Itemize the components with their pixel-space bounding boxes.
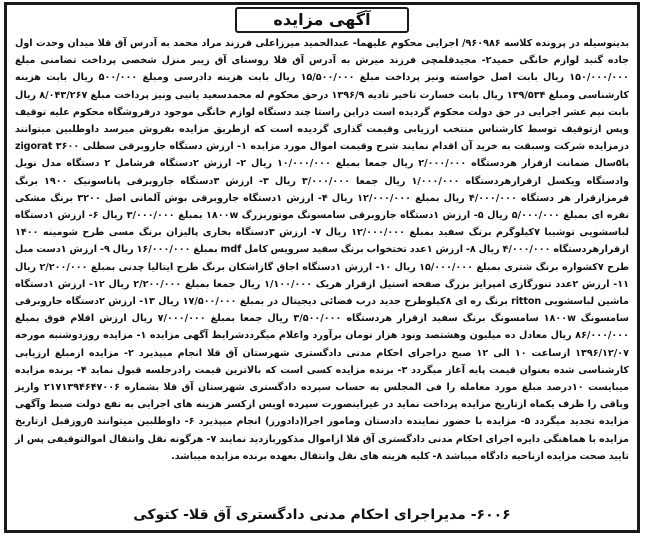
notice-signature: ۶۰۰۶- مدیراجرای احکام مدنی دادگستری آق قلا- کتوکی (133, 507, 511, 523)
title-bar (7, 5, 637, 32)
notice-title: آگهی مزایده (235, 7, 408, 33)
notice-body: بدینوسیله در پرونده کلاسه ۹۶۰۹۸۶/ اجرایی محکوم علیهما- عبدالحمید میرزاعلی فرزند مراد محمد به آدرس آق قلا میدان وحدت اول جاده گنبد لوازم خانگی حمید۲- مجیدقلمچی فرزند میرش به آدرس آق قلا روستای آق زیبر منزل شخصی پرداخت تضامنی مبلغ ۱۵۰/۰۰۰/۰۰۰ ریال بابت اصل خواسته ونیز پرداخت مبلغ ۱۵/۵۰۰/۰۰۰ ریال بابت هزینه دادرسی ومبلغ ۵۰۰/۰۰۰ ریال بابت هزینه کارشناسی ومبلغ ۱۳۹/۵۳۴ ریال بابت خسارت تاخیر تادیه ۱۳۹۶/۹ درحق محکوم له محمدسعید یانیی ونیز پرداخت مبلغ ۸/۰۴۳/۲۶۷ ریال بابت نیم عشر اجرایی در حق دولت محکوم گردیده است دراین راستا چند دستگاه لوازم خانگی موجود درفروشگاه محکوم علیه توقیف وپس ازتوقیف توسط کارشناس منتخب ارزیابی وقیمت گذاری گردیده است که ازطریق مزایده بفروش میرسد داوطلبین میتوانند درمزایده شرکت وسبقت به خرید آن اقدام نمایند شرح وقیمت اموال مورد مزایده ۱- ارزش دستگاه جاروبرقی سطلی zigorat ۳۶۰۰ با۵سال ضمانت ازقرار هردستگاه ۲/۰۰۰/۰۰۰ ریال جمعا بمبلغ ۱۰/۰۰۰/۰۰۰ ریال ۲- ارزش ۲دستگاه فرشامل ۲ دستگاه مدل نویل وادستگاه ویکسل ازقرارهردستگاه ۱/۰۰۰/۰۰۰ ریال جمعا ۳/۰۰۰/۰۰۰ ریال ۳- ارزش ۳دستگاه جاروبرقی پاناسونیک ۱۹۰۰ برنگ قرمزازقرار هر دستگاه ۴/۰۰۰/۰۰۰ ریال بمبلغ ۱۲/۰۰۰/۰۰۰ ریال ۴- ارزش ۱دستگاه جاروبرقی بوش آلمانی اصل ۳۲۰۰ برنگ مشکی نقره ای بمبلغ ۵/۰۰۰/۰۰۰ ریال ۵- ارزش ۱دستگاه جاروبرقی سامسونگ موتوربزرگ ۱۸۰۰w بمبلغ ۳/۰۰۰/۰۰۰ ریال ۶- ارزش ۱دستگاه لباسشویی توشیبا ۷کیلوگرم برنگ سفید بمبلغ ۱۲/۰۰۰/۰۰۰ ریال ۷- ارزش ۳دستگاه بخاری پالیزان برنگ مسی طرح شومینه ۱۴۰۰ ازقرارهردستگاه ۴/۰۰۰/۰۰۰ ریال ۸- ارزش ۱عدد تختخواب برنگ سفید سرویس کامل mdf بمبلغ ۱۶/۰۰۰/۰۰۰ ریال ۹- ارزش ۱دست مبل طرح ۷کشواره برنگ شتری بمبلغ ۱۵/۰۰۰/۰۰۰ ریال ۱۰- ارزش ۱دستگاه اجاق گازاشکان برنگ طرح ایتالیا چدنی بمبلغ ۲/۲۰۰/۰۰۰ ریال ۱۱- ارزش ۲عدد تنورگازی امپرایز بزرگ صفحه استیل ازقرار هریک ۱/۱۰۰/۰۰۰ ریال جمعا بمبلغ ۲/۲۰۰/۰۰۰ ریال ۱۲- ارزش ۱دستگاه ماشین لباسشویی ritton برنگ ره ای ۸کیلوطرح جدید درب فضائی دیجیتال در بمبلغ ۱۷/۵۰۰/۰۰۰ ریال ۱۳- ارزش ۲دستگاه جاروبرقی سامسونگ ۱۸۰۰w سامسونگ برنگ سفید ازقرار هردستگاه ۳/۵۰۰/۰۰۰ ریال جمعا بمبلغ ۷/۰۰۰/۰۰۰ ریال ارزش اقلام فوق بمبلغ ۸۶/۰۰۰/۰۰۰ ریال معادل ده میلیون وهشتصد ونود هزار تومان برآورد واعلام میگرددشرایط آگهی مزایده ۱- مزایده روزدوشنبه مورخه ۱۳۹۶/۱۲/۰۷ ازساعت ۱۰ الی ۱۲ صبح دراجرای احکام مدنی دادگستری شهرستان آق قلا انجام میپذیرد ۲- مزایده ازمبلغ ارزیابی کارشناسی شده بعنوان قیمت پایه آغاز میگردد ۳- برنده مزایده کسی است که بالاترین قیمت رادرجلسه قبول نماید ۴- برنده مزایده میبایست ۱۰درصد مبلغ مورد معامله را فی المجلس به حساب سپرده دادگستری شهرستان آق قلا بشماره ۲۱۷۱۳۹۴۶۴۷۰۰۶ واریز وباقی را ظرف یکماه ازتاریخ مزایده پرداخت نماید در غیراینصورت سپرده اویس ازکسر هزینه های اجرایی به نفع دولت ضبط وآگهی مزایده تجدید میگردد ۵- مزایده با حضور نماینده دادستان ومامور اجرا(دادورز) انجام میپذیرد ۶- داوطلبین میتوانند ۵روزقبل ازتاریخ مزایده با هماهنگی دایره اجرای احکام مدنی دادگستری آق قلا ازاموال مذکوربازدید نمایند ۷- هرگونه نقل وانتقال اموالتوقیفی پس از تایید صحت مزایده ازناحیه دادگاه میباشد ۸- کلیه هزینه های نقل وانتقال بعهده برنده مزایده میباشد. (15, 38, 630, 462)
notice-frame (4, 2, 640, 533)
